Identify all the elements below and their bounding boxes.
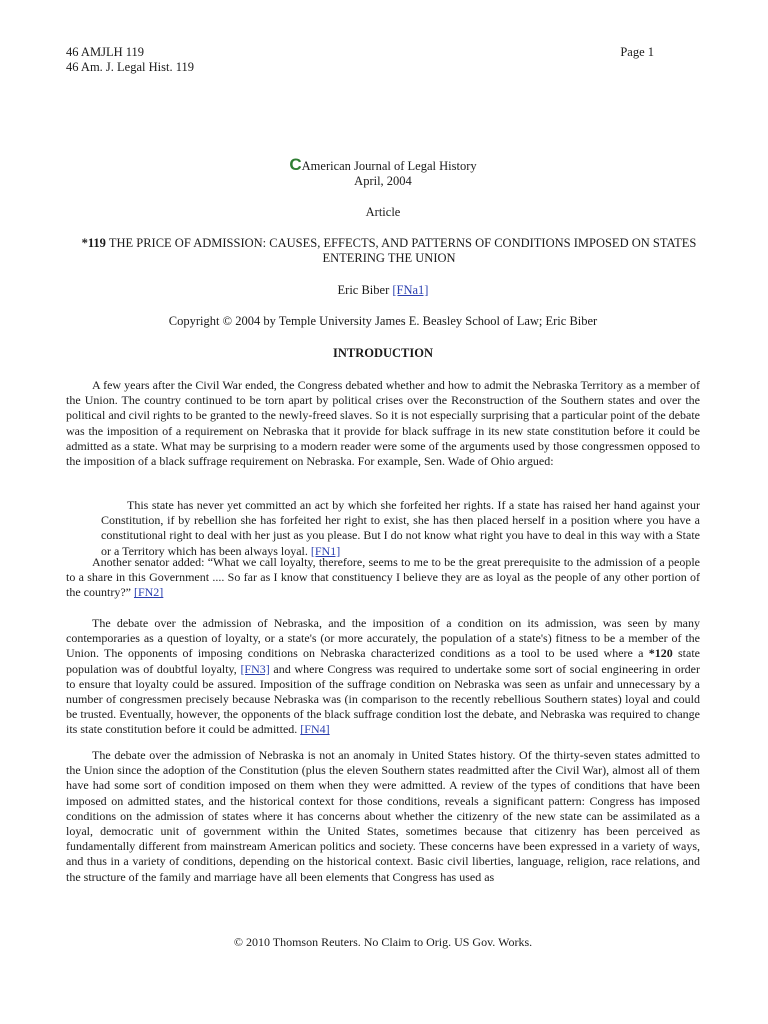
paragraph-2-text: Another senator added: “What we call loyalty, therefore, seems to me to be the great prerequisite to the admission of a people to a share in this Government .... So far as I know that constituency I believe they are as loyal as the people of any other portion of the country?” xyxy=(66,555,700,600)
article-title xyxy=(66,236,712,266)
section-heading: INTRODUCTION xyxy=(332,346,433,360)
page-footer: © 2010 Thomson Reuters. No Claim to Orig. US Gov. Works. xyxy=(233,935,533,949)
page-marker: *119 xyxy=(81,236,106,250)
footnote-link-fn4[interactable]: [FN4] xyxy=(300,722,330,737)
journal-logo-icon: C xyxy=(289,155,302,174)
footnote-link-fn1[interactable]: [FN1] xyxy=(310,543,341,558)
paragraph-1: A few years after the Civil War ended, the Congress debated whether and how to admit the Nebraska Territory as a member of the Union. The country continued to be torn apart by political crises over the Reconstruction of the Southern states and over the political and civil rights to be granted to the newly-freed slaves. So it is not especially surprising that a particular point of the debate was the imposition of a requirement on Nebraska that it provide for black suffrage in its new state constitution before it could be admitted as a state. What may be surprising to a modern reader were some of the arguments used by those congressmen opposed to the imposition of a black suffrage requirement on Nebraska. For example, Sen. Wade of Ohio argued: xyxy=(66,378,700,469)
block-quote xyxy=(101,498,700,559)
author-name: Eric Biber xyxy=(337,283,393,297)
footnote-link-fn2[interactable]: [FN2] xyxy=(133,585,164,600)
journal-name: American Journal of Legal History xyxy=(301,159,477,173)
page-marker-120: *120 xyxy=(648,646,673,661)
citation-line-1: 46 AMJLH 119 xyxy=(66,45,145,59)
paragraph-3-text-c: and where Congress was required to undertake some sort of social engineering in order to ensure that loyalty could be assured. Imposition of the suffrage condition on Nebraska was seen as unfair and unnecessary by a number of congressmen precisely because Nebraska was (in comparison to the recently rebellious Southern states) loyal and could be trusted. Eventually, however, the opponents of the black suffrage condition lost the debate, and Nebraska was required to change its state constitution before it could be admitted. xyxy=(66,661,701,737)
copyright-notice: Copyright © 2004 by Temple University James E. Beasley School of Law; Eric Biber xyxy=(168,314,598,328)
quote-text: This state has never yet committed an act by which she forfeited her rights. If a state has raised her hand against your Constitution, if by rebellion she has forfeited her right to exist, she has then placed herself in a position where you have a constitutional right to deal with her just as you please. But I do not know what right you have to deal in this way with a State or a Territory which has been always loyal. xyxy=(101,498,700,558)
paragraph-3-text-b: state population was of doubtful loyalty, xyxy=(66,646,700,676)
paragraph-2 xyxy=(66,555,700,601)
journal-date: April, 2004 xyxy=(354,174,412,188)
author-footnote-link[interactable]: [FNa1] xyxy=(392,283,429,297)
article-title-text: THE PRICE OF ADMISSION: CAUSES, EFFECTS, AND PATTERNS OF CONDITIONS IMPOSED ON STATES ENTERING THE UNION xyxy=(105,236,697,265)
page-number: Page 1 xyxy=(620,45,654,59)
citation-header xyxy=(66,45,194,75)
paragraph-3 xyxy=(66,616,700,738)
paragraph-3-text-a: The debate over the admission of Nebraska, and the imposition of a condition on its admission, was seen by many contemporaries as a question of loyalty, or a state's (or more accurately, the population of a state's) fitness to be a member of the Union. The opponents of imposing conditions on Nebraska characterized conditions as a tool to be used where a xyxy=(66,616,700,661)
article-type-label: Article xyxy=(365,205,401,219)
journal-name-line xyxy=(66,157,700,174)
citation-line-2: 46 Am. J. Legal Hist. 119 xyxy=(66,60,195,74)
journal-block xyxy=(66,157,700,189)
author-line xyxy=(66,283,700,298)
footnote-link-fn3[interactable]: [FN3] xyxy=(240,661,270,676)
paragraph-4: The debate over the admission of Nebraska is not an anomaly in United States history. Of the thirty-seven states admitted to the Union since the adoption of the Constitution (plus the eleven Southern states readmitted after the Civil War), almost all of them have had some sort of condition imposed on them when they were admitted. A review of the types of conditions that have been imposed on admitted states, and the historical context for those conditions, reveals a significant pattern: Congress has imposed conditions on the admission of states where it has concerns about whether the citizenry of the new state can be assimilated as a loyal, democratic unit of government within the United States, sometimes because that citizenry has been perceived as fundamentally different from mainstream American politics and society. These concerns have been expressed in a variety of ways, and thus in a variety of conditions, depending on the historical context. Basic civil liberties, language, religion, race relations, and the structure of the family and marriage have all been elements that Congress has used as xyxy=(66,748,700,884)
